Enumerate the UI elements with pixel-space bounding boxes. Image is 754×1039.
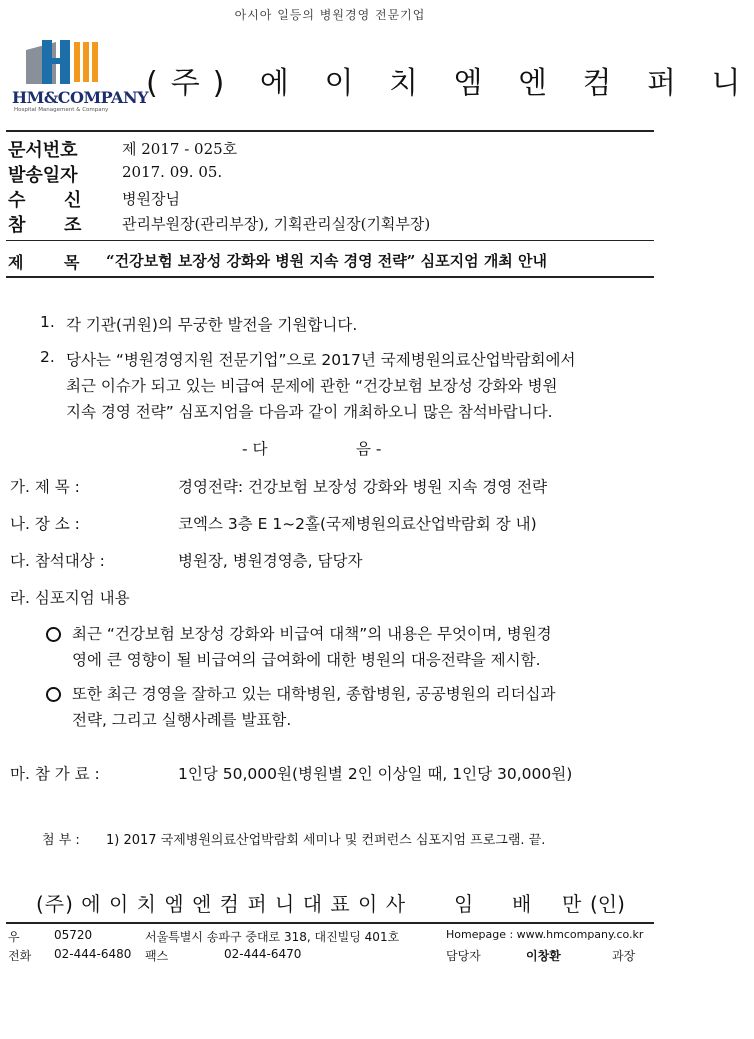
contact-name: 이창환 [526,949,561,963]
company-title: (주) 에 이 치 엠 엔 컴 퍼 니 [146,66,754,101]
fax-label: 팩스 [145,949,169,963]
attachment-text: 1) 2017 국제병원의료산업박람회 세미나 및 컨퍼런스 심포지엄 프로그램. 끝. [106,833,546,848]
item-ma-label: 마. 참 가 료 : [10,765,100,783]
item-na-value: 코엑스 3층 E 1~2홀(국제병원의료산업박람회 장 내) [178,515,537,533]
signature-seal: (인) [590,892,625,916]
recipient-value: 병원장님 [122,190,180,208]
fax: 02-444-6470 [224,947,302,961]
phone-label: 전화 [8,949,32,963]
recipient-label-2: 신 [64,190,82,211]
da-heading: - 다 [242,440,268,458]
doc-no-label: 문서번호 [8,140,78,161]
bullet-circle-icon [46,627,61,642]
ref-value: 관리부원장(관리부장), 기획관리실장(기획부장) [122,215,431,233]
ref-label-2: 조 [64,215,82,236]
contact-label: 담당자 [446,949,481,963]
item-ga-value: 경영전략: 건강보험 보장성 강화와 병원 지속 경영 전략 [178,478,548,496]
date-value: 2017. 09. 05. [122,163,223,181]
paragraph-2-line-3: 지속 경영 전략” 심포지엄을 다음과 같이 개최하오니 많은 참석바랍니다. [66,403,553,421]
contact-title: 과장 [612,949,636,963]
divider-subject-top [6,240,654,241]
bullet-1-line-2: 영에 큰 영향이 될 비급여의 급여화에 대한 병원의 대응전략을 제시함. [72,651,541,669]
subject-text: “건강보험 보장성 강화와 병원 지속 경영 전략” 심포지엄 개최 안내 [106,252,547,270]
bullet-1-line-1: 최근 “건강보험 보장성 강화와 비급여 대책”의 내용은 무엇이며, 병원경 [72,625,552,643]
signature-company: (주) 에 이 치 엠 엔 컴 퍼 니 대 표 이 사 [36,892,407,916]
item-da-value: 병원장, 병원경영층, 담당자 [178,552,363,570]
logo-wordmark: HM&COMPANY [12,88,148,107]
doc-no-value: 제 2017 - 025호 [122,140,238,158]
attachment-label: 첨 부 : [42,833,80,848]
tagline: 아시아 일등의 병원경영 전문기업 [234,8,426,22]
signature-name-1: 임 [454,892,474,916]
divider-footer [6,922,654,924]
postal-code: 05720 [54,928,93,942]
date-label: 발송일자 [8,165,78,186]
logo-subtitle: Hospital Management & Company [14,107,109,113]
phone: 02-444-6480 [54,947,132,961]
divider-top [6,130,654,132]
bullet-2-line-1: 또한 최근 경영을 잘하고 있는 대학병원, 종합병원, 공공병원의 리더십과 [72,685,556,703]
eum-heading: 음 - [356,440,382,458]
item-ga-label: 가. 제 목 : [10,478,80,496]
signature-name-2: 배 [512,892,532,916]
divider-subject-bottom [6,276,654,278]
ref-label-1: 참 [8,215,26,236]
item-ra-label: 라. 심포지엄 내용 [10,589,130,607]
item-ma-value: 1인당 50,000원(병원별 2인 이상일 때, 1인당 30,000원) [178,765,573,783]
subject-label-1: 제 [8,253,24,272]
address: 서울특별시 송파구 중대로 318, 대진빌딩 401호 [145,930,400,944]
paragraph-2-number: 2. [40,348,55,366]
item-na-label: 나. 장 소 : [10,515,80,533]
paragraph-2-line-2: 최근 이슈가 되고 있는 비급여 문제에 관한 “건강보험 보장성 강화와 병원 [66,377,558,395]
paragraph-1: 각 기관(귀원)의 무궁한 발전을 기원합니다. [66,316,358,334]
item-da-label: 다. 참석대상 : [10,552,105,570]
hm-logo-icon [12,34,124,90]
recipient-label-1: 수 [8,190,26,211]
subject-label-2: 목 [64,253,80,272]
bullet-2-line-2: 전략, 그리고 실행사례를 발표함. [72,711,292,729]
company-logo [12,34,148,118]
paragraph-1-number: 1. [40,313,55,331]
bullet-circle-icon [46,687,61,702]
homepage: Homepage : www.hmcompany.co.kr [446,928,644,941]
paragraph-2-line-1: 당사는 “병원경영지원 전문기업”으로 2017년 국제병원의료산업박람회에서 [66,351,576,369]
signature-name-3: 만 [562,892,582,916]
postal-label: 우 [8,930,20,944]
